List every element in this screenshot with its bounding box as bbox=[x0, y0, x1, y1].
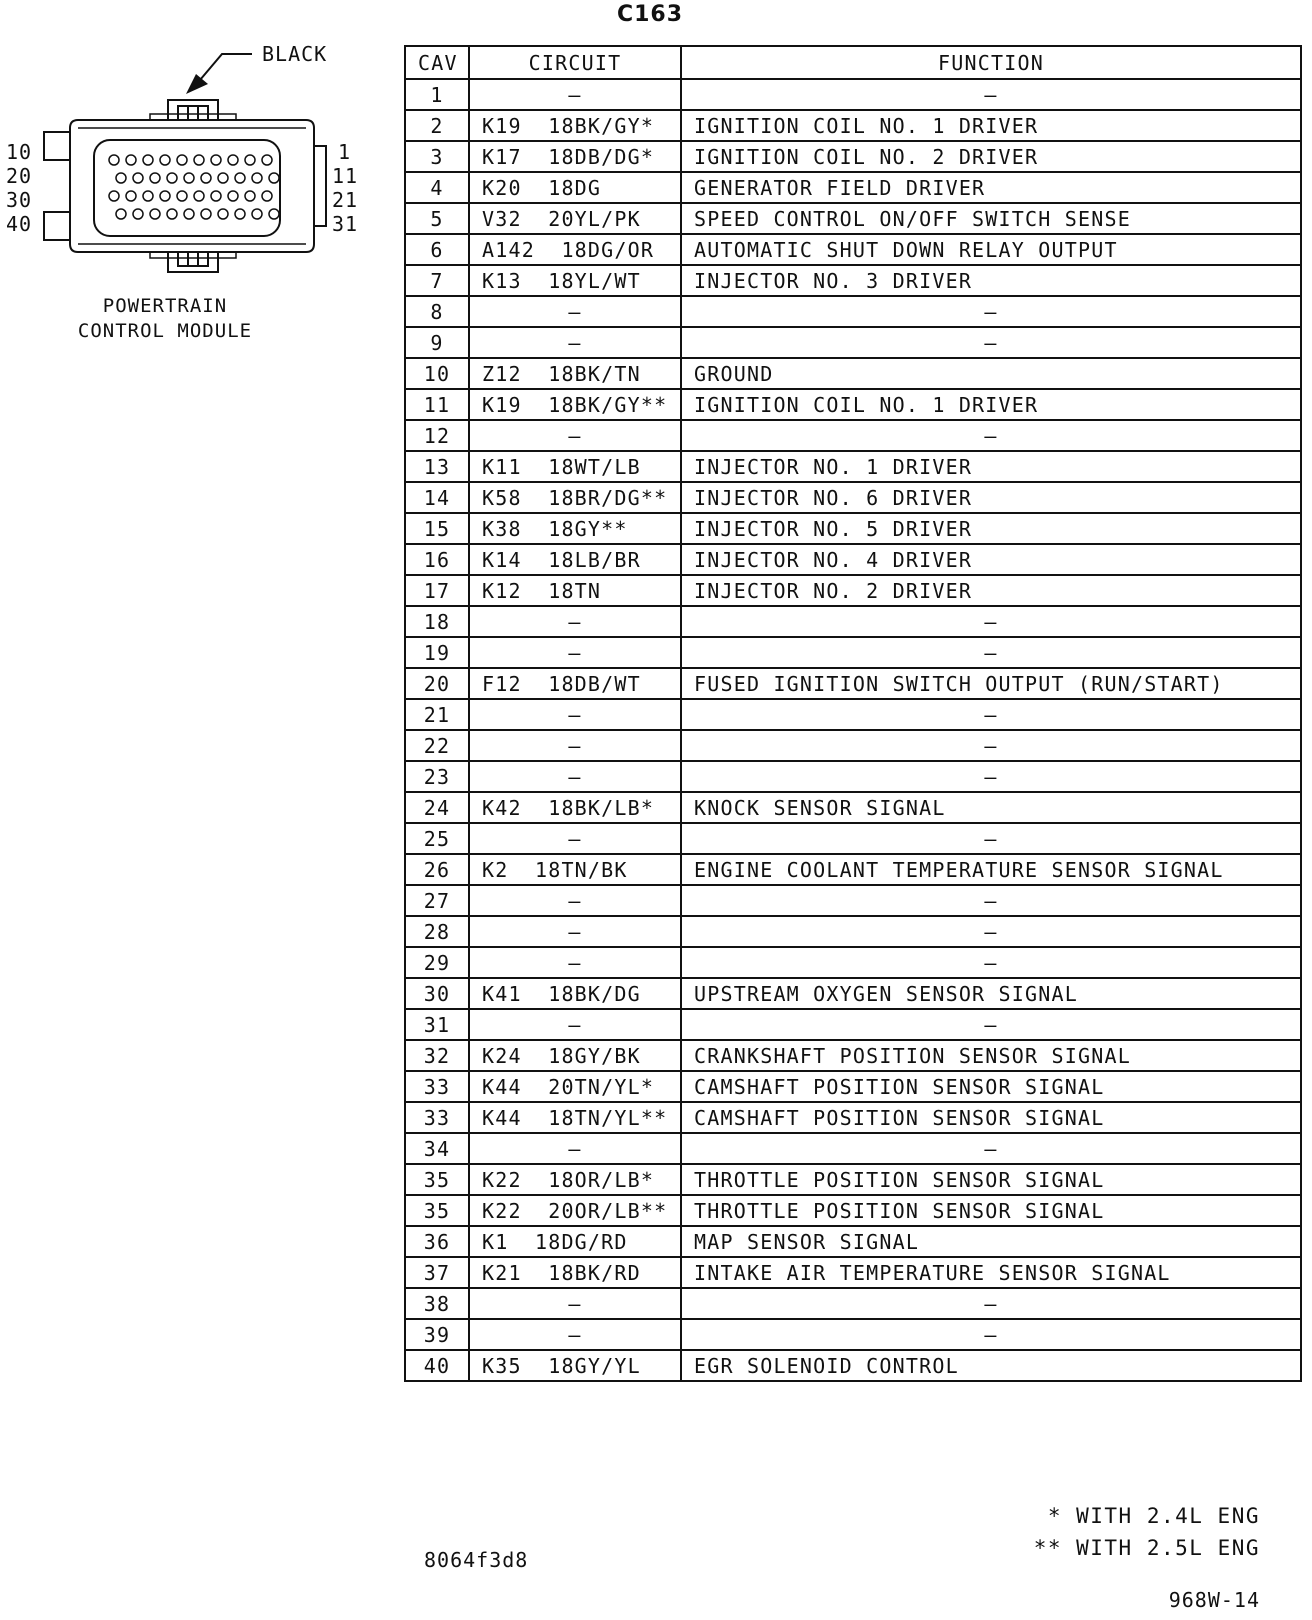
table-row bbox=[405, 1040, 1301, 1071]
cell-circuit: K44 20TN/YL* bbox=[469, 1071, 681, 1102]
cell-circuit: V32 20YL/PK bbox=[469, 203, 681, 234]
table-row bbox=[405, 172, 1301, 203]
arrow-icon bbox=[186, 74, 208, 94]
module-name-line2: CONTROL MODULE bbox=[77, 320, 253, 342]
cell-circuit: K11 18WT/LB bbox=[469, 451, 681, 482]
pinout-table bbox=[404, 45, 1302, 1382]
cell-cav: 4 bbox=[405, 172, 469, 203]
cell-function: MAP SENSOR SIGNAL bbox=[681, 1226, 1301, 1257]
cell-function: – bbox=[681, 637, 1301, 668]
figure-code: 968W-14 bbox=[1168, 1588, 1260, 1612]
cell-circuit: F12 18DB/WT bbox=[469, 668, 681, 699]
cell-function: – bbox=[681, 823, 1301, 854]
cell-function: INJECTOR NO. 5 DRIVER bbox=[681, 513, 1301, 544]
right-pin-label: 11 bbox=[332, 164, 359, 188]
cell-circuit: K19 18BK/GY* bbox=[469, 110, 681, 141]
terminal-cavities bbox=[109, 155, 279, 219]
cavity-row-3 bbox=[109, 191, 272, 201]
table-row bbox=[405, 1009, 1301, 1040]
cell-function: – bbox=[681, 79, 1301, 110]
cell-function: SPEED CONTROL ON/OFF SWITCH SENSE bbox=[681, 203, 1301, 234]
cell-function: CAMSHAFT POSITION SENSOR SIGNAL bbox=[681, 1071, 1301, 1102]
cell-function: INTAKE AIR TEMPERATURE SENSOR SIGNAL bbox=[681, 1257, 1301, 1288]
table-row bbox=[405, 1102, 1301, 1133]
module-name-label bbox=[40, 294, 290, 344]
table-row bbox=[405, 420, 1301, 451]
cell-cav: 35 bbox=[405, 1195, 469, 1226]
table-row bbox=[405, 761, 1301, 792]
cell-function: IGNITION COIL NO. 1 DRIVER bbox=[681, 110, 1301, 141]
cell-circuit: – bbox=[469, 327, 681, 358]
cavity-row-4 bbox=[116, 209, 279, 219]
table-row bbox=[405, 451, 1301, 482]
leader-line bbox=[200, 54, 252, 80]
cell-circuit: K35 18GY/YL bbox=[469, 1350, 681, 1381]
cell-circuit: K58 18BR/DG** bbox=[469, 482, 681, 513]
cell-function: – bbox=[681, 1319, 1301, 1350]
cell-function: UPSTREAM OXYGEN SENSOR SIGNAL bbox=[681, 978, 1301, 1009]
table-row bbox=[405, 482, 1301, 513]
cell-cav: 20 bbox=[405, 668, 469, 699]
cell-cav: 39 bbox=[405, 1319, 469, 1350]
module-name-line1: POWERTRAIN bbox=[102, 295, 228, 317]
cell-circuit: K41 18BK/DG bbox=[469, 978, 681, 1009]
cell-circuit: K44 18TN/YL** bbox=[469, 1102, 681, 1133]
cell-function: – bbox=[681, 327, 1301, 358]
cell-cav: 3 bbox=[405, 141, 469, 172]
pinout-table-body bbox=[405, 79, 1301, 1381]
cell-cav: 33 bbox=[405, 1071, 469, 1102]
cell-cav: 5 bbox=[405, 203, 469, 234]
connector-diagram bbox=[0, 36, 380, 356]
cell-circuit: K2 18TN/BK bbox=[469, 854, 681, 885]
cell-function: IGNITION COIL NO. 1 DRIVER bbox=[681, 389, 1301, 420]
cell-circuit: K21 18BK/RD bbox=[469, 1257, 681, 1288]
cell-circuit: – bbox=[469, 79, 681, 110]
table-row bbox=[405, 513, 1301, 544]
left-pin-label: 10 bbox=[6, 140, 33, 164]
cell-function: – bbox=[681, 730, 1301, 761]
cell-circuit: K42 18BK/LB* bbox=[469, 792, 681, 823]
cell-cav: 28 bbox=[405, 916, 469, 947]
table-row bbox=[405, 203, 1301, 234]
table-row bbox=[405, 1288, 1301, 1319]
footnote-single-star: * WITH 2.4L ENG bbox=[1047, 1504, 1260, 1528]
table-row bbox=[405, 389, 1301, 420]
cell-circuit: – bbox=[469, 885, 681, 916]
cell-circuit: K22 18OR/LB* bbox=[469, 1164, 681, 1195]
table-row bbox=[405, 854, 1301, 885]
right-pin-label: 21 bbox=[332, 188, 359, 212]
cell-circuit: A142 18DG/OR bbox=[469, 234, 681, 265]
cell-cav: 27 bbox=[405, 885, 469, 916]
cell-circuit: K19 18BK/GY** bbox=[469, 389, 681, 420]
cell-function: INJECTOR NO. 1 DRIVER bbox=[681, 451, 1301, 482]
cell-circuit: – bbox=[469, 296, 681, 327]
cell-function: – bbox=[681, 296, 1301, 327]
table-row bbox=[405, 110, 1301, 141]
table-row bbox=[405, 265, 1301, 296]
table-row bbox=[405, 637, 1301, 668]
cell-function: INJECTOR NO. 6 DRIVER bbox=[681, 482, 1301, 513]
cell-circuit: K17 18DB/DG* bbox=[469, 141, 681, 172]
left-pin-label: 20 bbox=[6, 164, 33, 188]
cell-cav: 26 bbox=[405, 854, 469, 885]
cell-cav: 2 bbox=[405, 110, 469, 141]
header-function: FUNCTION bbox=[681, 46, 1301, 79]
cell-function: – bbox=[681, 606, 1301, 637]
cell-cav: 15 bbox=[405, 513, 469, 544]
header-circuit: CIRCUIT bbox=[469, 46, 681, 79]
cell-function: AUTOMATIC SHUT DOWN RELAY OUTPUT bbox=[681, 234, 1301, 265]
cell-cav: 22 bbox=[405, 730, 469, 761]
cell-cav: 38 bbox=[405, 1288, 469, 1319]
table-row bbox=[405, 234, 1301, 265]
cell-function: GROUND bbox=[681, 358, 1301, 389]
cell-cav: 8 bbox=[405, 296, 469, 327]
cell-function: – bbox=[681, 699, 1301, 730]
cell-cav: 14 bbox=[405, 482, 469, 513]
footnote-legend bbox=[1034, 1500, 1260, 1564]
table-row bbox=[405, 1350, 1301, 1381]
cell-function: KNOCK SENSOR SIGNAL bbox=[681, 792, 1301, 823]
table-row bbox=[405, 885, 1301, 916]
table-row bbox=[405, 1257, 1301, 1288]
cell-cav: 31 bbox=[405, 1009, 469, 1040]
left-pin-label: 30 bbox=[6, 188, 33, 212]
cell-cav: 30 bbox=[405, 978, 469, 1009]
cell-cav: 29 bbox=[405, 947, 469, 978]
cell-cav: 21 bbox=[405, 699, 469, 730]
image-code: 8064f3d8 bbox=[424, 1548, 529, 1572]
cell-cav: 7 bbox=[405, 265, 469, 296]
right-pin-label: 1 bbox=[338, 140, 352, 164]
cell-circuit: – bbox=[469, 730, 681, 761]
cell-circuit: K1 18DG/RD bbox=[469, 1226, 681, 1257]
cell-circuit: K20 18DG bbox=[469, 172, 681, 203]
table-row bbox=[405, 947, 1301, 978]
cell-cav: 12 bbox=[405, 420, 469, 451]
cell-circuit: – bbox=[469, 1133, 681, 1164]
table-row bbox=[405, 606, 1301, 637]
cell-circuit: – bbox=[469, 606, 681, 637]
cell-function: CRANKSHAFT POSITION SENSOR SIGNAL bbox=[681, 1040, 1301, 1071]
table-row bbox=[405, 544, 1301, 575]
cell-circuit: – bbox=[469, 1319, 681, 1350]
cell-function: CAMSHAFT POSITION SENSOR SIGNAL bbox=[681, 1102, 1301, 1133]
cell-function: – bbox=[681, 947, 1301, 978]
cell-circuit: – bbox=[469, 1009, 681, 1040]
table-row bbox=[405, 978, 1301, 1009]
cell-circuit: K12 18TN bbox=[469, 575, 681, 606]
cell-function: – bbox=[681, 1133, 1301, 1164]
cell-circuit: – bbox=[469, 761, 681, 792]
table-row bbox=[405, 327, 1301, 358]
connector-color-label: BLACK bbox=[262, 42, 328, 66]
cell-circuit: K38 18GY** bbox=[469, 513, 681, 544]
table-header-row bbox=[405, 46, 1301, 79]
cell-cav: 16 bbox=[405, 544, 469, 575]
cell-cav: 24 bbox=[405, 792, 469, 823]
footnote-double-star: ** WITH 2.5L ENG bbox=[1033, 1536, 1260, 1560]
table-row bbox=[405, 1164, 1301, 1195]
cell-function: THROTTLE POSITION SENSOR SIGNAL bbox=[681, 1195, 1301, 1226]
table-row bbox=[405, 792, 1301, 823]
cell-cav: 13 bbox=[405, 451, 469, 482]
cell-function: ENGINE COOLANT TEMPERATURE SENSOR SIGNAL bbox=[681, 854, 1301, 885]
cell-circuit: K24 18GY/BK bbox=[469, 1040, 681, 1071]
table-row bbox=[405, 141, 1301, 172]
table-row bbox=[405, 575, 1301, 606]
cell-function: GENERATOR FIELD DRIVER bbox=[681, 172, 1301, 203]
cell-cav: 37 bbox=[405, 1257, 469, 1288]
cell-cav: 23 bbox=[405, 761, 469, 792]
cell-circuit: K14 18LB/BR bbox=[469, 544, 681, 575]
cavity-row-1 bbox=[109, 155, 272, 165]
table-row bbox=[405, 668, 1301, 699]
cell-circuit: K22 20OR/LB** bbox=[469, 1195, 681, 1226]
table-row bbox=[405, 358, 1301, 389]
cell-function: THROTTLE POSITION SENSOR SIGNAL bbox=[681, 1164, 1301, 1195]
cell-function: – bbox=[681, 916, 1301, 947]
table-row bbox=[405, 1071, 1301, 1102]
table-row bbox=[405, 79, 1301, 110]
table-row bbox=[405, 916, 1301, 947]
table-row bbox=[405, 730, 1301, 761]
table-row bbox=[405, 1319, 1301, 1350]
table-row bbox=[405, 699, 1301, 730]
right-pin-label: 31 bbox=[332, 212, 359, 236]
cell-function: INJECTOR NO. 4 DRIVER bbox=[681, 544, 1301, 575]
cell-circuit: – bbox=[469, 1288, 681, 1319]
table-row bbox=[405, 296, 1301, 327]
cell-cav: 36 bbox=[405, 1226, 469, 1257]
cell-cav: 17 bbox=[405, 575, 469, 606]
cell-circuit: – bbox=[469, 823, 681, 854]
cell-circuit: – bbox=[469, 637, 681, 668]
left-pin-label: 40 bbox=[6, 212, 33, 236]
table-row bbox=[405, 1195, 1301, 1226]
cell-circuit: K13 18YL/WT bbox=[469, 265, 681, 296]
table-row bbox=[405, 1226, 1301, 1257]
cell-cav: 32 bbox=[405, 1040, 469, 1071]
cell-cav: 40 bbox=[405, 1350, 469, 1381]
cell-function: FUSED IGNITION SWITCH OUTPUT (RUN/START) bbox=[681, 668, 1301, 699]
cell-function: EGR SOLENOID CONTROL bbox=[681, 1350, 1301, 1381]
cell-circuit: – bbox=[469, 699, 681, 730]
cell-cav: 18 bbox=[405, 606, 469, 637]
cell-function: – bbox=[681, 761, 1301, 792]
cavity-row-2 bbox=[116, 173, 279, 183]
cell-cav: 6 bbox=[405, 234, 469, 265]
cell-cav: 1 bbox=[405, 79, 469, 110]
cell-cav: 35 bbox=[405, 1164, 469, 1195]
connector-id-title: C163 bbox=[616, 2, 684, 27]
table-row bbox=[405, 1133, 1301, 1164]
cell-function: – bbox=[681, 1288, 1301, 1319]
cell-function: IGNITION COIL NO. 2 DRIVER bbox=[681, 141, 1301, 172]
table-row bbox=[405, 823, 1301, 854]
cell-function: – bbox=[681, 420, 1301, 451]
cell-cav: 25 bbox=[405, 823, 469, 854]
cell-cav: 33 bbox=[405, 1102, 469, 1133]
cell-circuit: Z12 18BK/TN bbox=[469, 358, 681, 389]
cell-cav: 19 bbox=[405, 637, 469, 668]
cell-circuit: – bbox=[469, 916, 681, 947]
header-cav: CAV bbox=[405, 46, 469, 79]
connector-outline bbox=[0, 36, 380, 296]
cell-function: – bbox=[681, 885, 1301, 916]
cell-cav: 34 bbox=[405, 1133, 469, 1164]
cell-cav: 9 bbox=[405, 327, 469, 358]
cell-function: – bbox=[681, 1009, 1301, 1040]
cell-cav: 11 bbox=[405, 389, 469, 420]
cell-circuit: – bbox=[469, 947, 681, 978]
cell-cav: 10 bbox=[405, 358, 469, 389]
cell-circuit: – bbox=[469, 420, 681, 451]
cell-function: INJECTOR NO. 2 DRIVER bbox=[681, 575, 1301, 606]
cell-function: INJECTOR NO. 3 DRIVER bbox=[681, 265, 1301, 296]
